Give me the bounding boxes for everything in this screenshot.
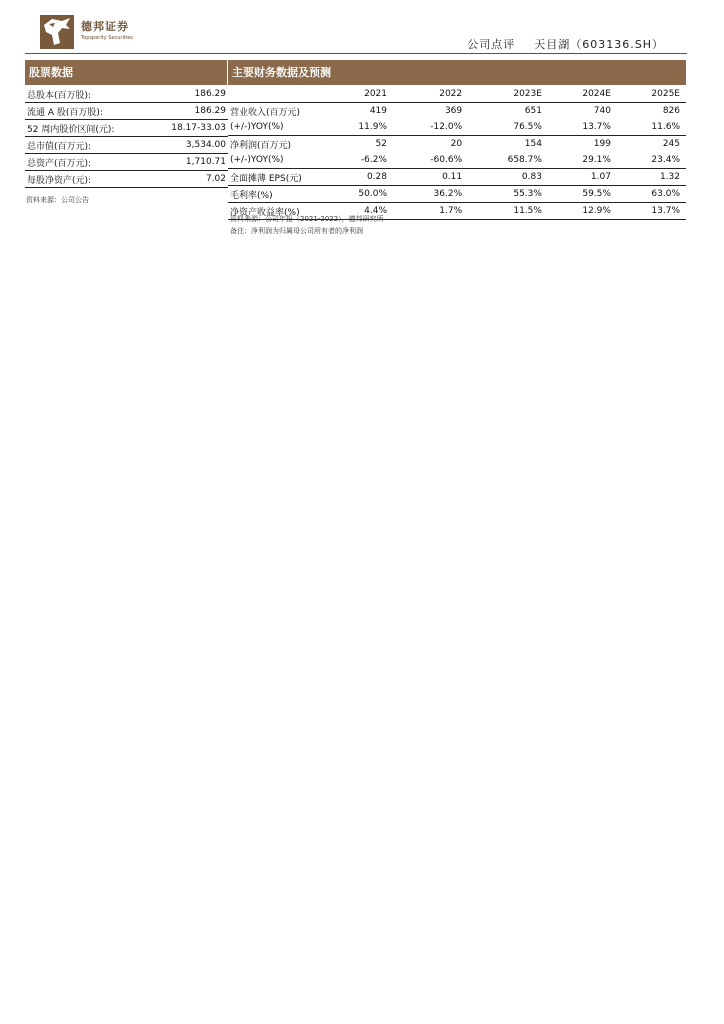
table-row	[25, 103, 228, 120]
report-header	[467, 36, 664, 52]
cell: 658.7%	[468, 152, 548, 169]
row-value: 186.29	[149, 86, 228, 103]
table-header-row	[228, 86, 686, 103]
year-header: 2022	[393, 86, 468, 103]
logo-english-name: Topsperity Securities	[81, 35, 133, 41]
cell: 13.7%	[617, 203, 686, 220]
cell: 419	[369, 106, 387, 116]
cell: 369	[444, 106, 463, 116]
financials-source: 资料来源：公司年报（2021-2022），德邦研究所	[230, 215, 384, 223]
cell: 1.32	[617, 169, 686, 186]
report-type: 公司点评	[467, 38, 516, 51]
cell: 11.9%	[324, 119, 393, 136]
table-row	[228, 103, 686, 120]
financials-note: 备注：净利润为归属母公司所有者的净利润	[230, 227, 363, 235]
row-label: 总市值(百万元):	[25, 137, 149, 154]
cell: 36.2%	[393, 186, 468, 203]
cell: 59.5%	[548, 186, 617, 203]
year-header: 2025E	[617, 86, 686, 103]
cell: 199	[593, 139, 611, 149]
cell: 12.9%	[548, 203, 617, 220]
header-divider	[25, 53, 687, 54]
row-value: 186.29	[149, 103, 228, 120]
row-label: 总资产(百万元):	[25, 154, 149, 171]
row-label: 每股净资产(元):	[25, 171, 149, 188]
year-header: 2023E	[468, 86, 548, 103]
cell: 1.07	[548, 169, 617, 186]
cell: -6.2%	[324, 152, 393, 169]
row-value: 1,710.71	[149, 154, 228, 171]
cell: 0.28	[324, 169, 393, 186]
row-label: 总股本(百万股):	[25, 86, 149, 103]
row-label: 营业收入(百万元)	[230, 107, 301, 118]
cell: 154	[524, 139, 542, 149]
table-row	[25, 86, 228, 103]
table-row	[25, 120, 228, 137]
table-row	[228, 119, 686, 136]
table-row	[25, 137, 228, 154]
year-header: 2024E	[548, 86, 617, 103]
topsperity-logo-icon	[40, 15, 74, 49]
table-row	[228, 152, 686, 169]
table-row	[25, 154, 228, 171]
cell: 76.5%	[468, 119, 548, 136]
cell: -60.6%	[393, 152, 468, 169]
cell: 52	[375, 139, 387, 149]
header-blank	[228, 86, 324, 103]
table-row	[228, 186, 686, 203]
cell: 13.7%	[548, 119, 617, 136]
financials-title: 主要财务数据及预测	[228, 60, 686, 85]
company-logo	[40, 15, 150, 49]
cell: 63.0%	[617, 186, 686, 203]
cell: 23.4%	[617, 152, 686, 169]
row-label: 净利润(百万元)	[230, 140, 292, 151]
cell: 55.3%	[468, 186, 548, 203]
cell: -12.0%	[393, 119, 468, 136]
table-row	[228, 169, 686, 186]
company-ticker: 天目湖（603136.SH）	[534, 38, 664, 51]
logo-chinese-name: 德邦证券	[81, 20, 129, 33]
cell: 20	[450, 139, 463, 149]
row-value: 3,534.00	[149, 137, 228, 154]
cell: 1.7%	[393, 203, 468, 220]
row-label: (+/-)YOY(%)	[228, 152, 324, 169]
cell: 245	[662, 139, 680, 149]
row-label: (+/-)YOY(%)	[228, 119, 324, 136]
cell: 4.4%	[324, 203, 393, 220]
row-value: 7.02	[149, 171, 228, 188]
table-row	[25, 171, 228, 188]
row-label: 毛利率(%)	[228, 186, 324, 203]
table-row	[228, 136, 686, 153]
cell: 11.5%	[468, 203, 548, 220]
stock-data-table	[25, 86, 228, 188]
row-label: 全面摊薄 EPS(元)	[228, 169, 324, 186]
cell: 50.0%	[324, 186, 393, 203]
cell: 0.83	[468, 169, 548, 186]
stock-data-title: 股票数据	[25, 60, 227, 85]
cell: 29.1%	[548, 152, 617, 169]
row-value: 18.17-33.03	[149, 120, 228, 137]
cell: 740	[593, 106, 611, 116]
year-header: 2021	[324, 86, 393, 103]
cell: 11.6%	[617, 119, 686, 136]
cell: 651	[524, 106, 542, 116]
row-label: 52 周内股价区间(元):	[25, 120, 149, 137]
financials-table	[228, 86, 686, 220]
stock-data-source: 资料来源：公司公告	[26, 196, 89, 204]
row-label: 净资产收益率(%)	[228, 203, 324, 220]
row-label: 流通 A 股(百万股):	[25, 103, 149, 120]
cell: 826	[662, 106, 680, 116]
cell: 0.11	[393, 169, 468, 186]
